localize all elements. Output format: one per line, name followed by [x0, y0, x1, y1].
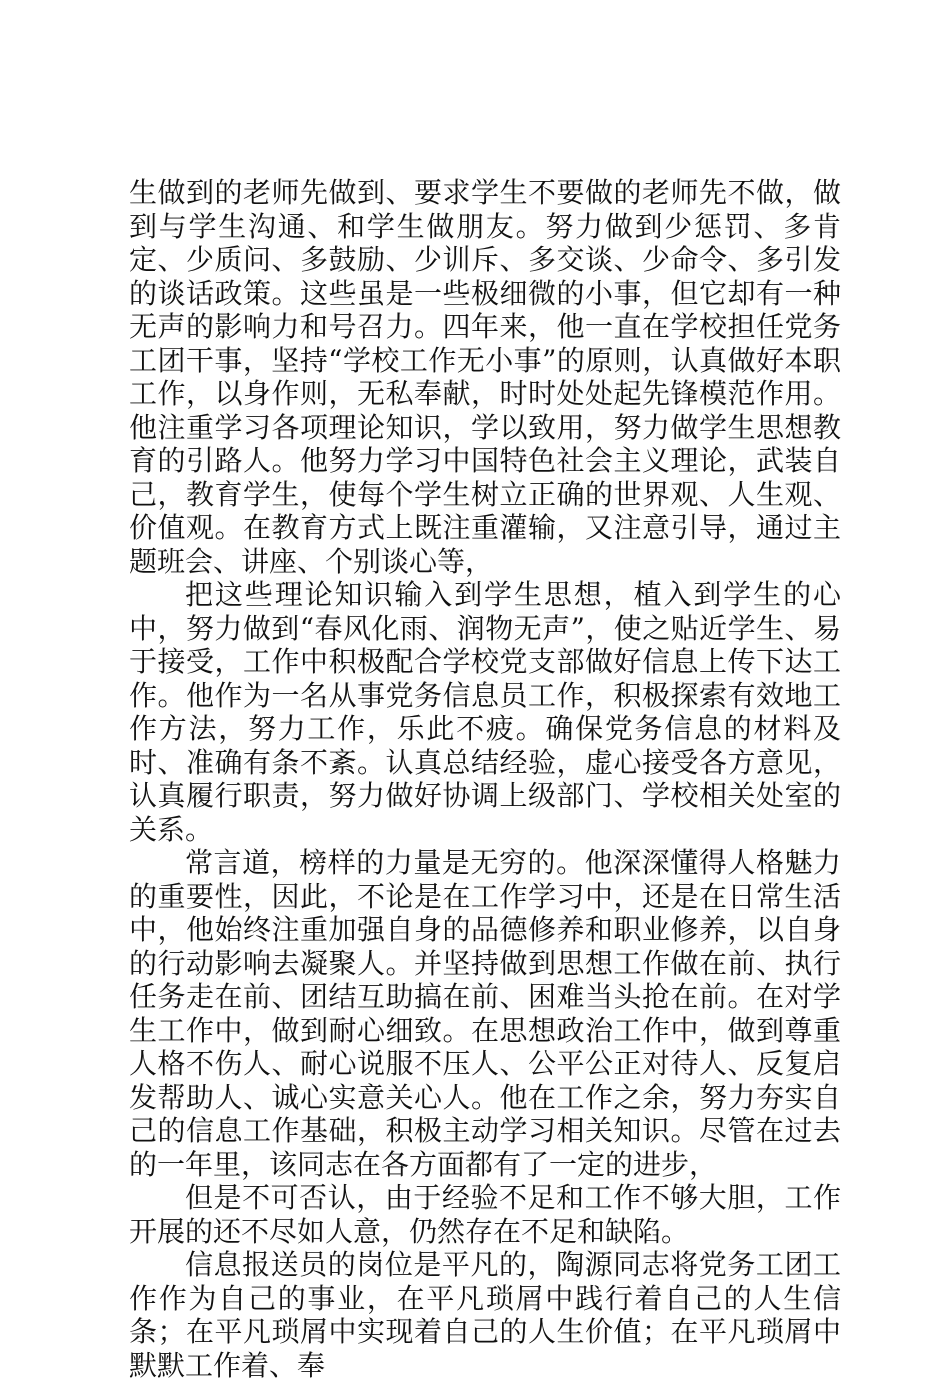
paragraph-1: 生做到的老师先做到、要求学生不要做的老师先不做，做到与学生沟通、和学生做朋友。努力做到少惩罚、多肯定、少质问、多鼓励、少训斥、多交谈、少命令、多引发的谈话政策。这些虽是一些极细微的小事，但它却有一种无声的影响力和号召力。四年来，他一直在学校担任党务工团干事，坚持“学校工作无小事”的原则，认真做好本职工作，以身作则，无私奉献，时时处处起先锋模范作用。他注重学习各项理论知识，学以致用，努力做学生思想教育的引路人。他努力学习中国特色社会主义理论，武装自己，教育学生，使每个学生树立正确的世界观、人生观、价值观。在教育方式上既注重灌输，又注意引导，通过主题班会、讲座、个别谈心等，: [129, 176, 841, 578]
paragraph-3: 常言道，榜样的力量是无穷的。他深深懂得人格魅力的重要性，因此，不论是在工作学习中，还是在日常生活中，他始终注重加强自身的品德修养和职业修养，以自身的行动影响去凝聚人。并坚持做到思想工作做在前、执行任务走在前、团结互助搞在前、困难当头抢在前。在对学生工作中，做到耐心细致。在思想政治工作中，做到尊重人格不伤人、耐心说服不压人、公平公正对待人、反复启发帮助人、诚心实意关心人。他在工作之余，努力夯实自己的信息工作基础，积极主动学习相关知识。尽管在过去的一年里，该同志在各方面都有了一定的进步，: [129, 846, 841, 1181]
paragraph-2: 把这些理论知识输入到学生思想，植入到学生的心中，努力做到“春风化雨、润物无声”，使之贴近学生、易于接受，工作中积极配合学校党支部做好信息上传下达工作。他作为一名从事党务信息员工作，积极探索有效地工作方法，努力工作，乐此不疲。确保党务信息的材料及时、准确有条不紊。认真总结经验，虚心接受各方意见，认真履行职责，努力做好协调上级部门、学校相关处室的关系。: [129, 578, 841, 846]
paragraph-4: 但是不可否认，由于经验不足和工作不够大胆，工作开展的还不尽如人意，仍然存在不足和缺陷。: [129, 1181, 841, 1248]
paragraph-5: 信息报送员的岗位是平凡的，陶源同志将党务工团工作作为自己的事业，在平凡琐屑中践行着自己的人生信条；在平凡琐屑中实现着自己的人生价值；在平凡琐屑中默默工作着、奉: [129, 1248, 841, 1382]
document-body: [129, 176, 841, 1382]
